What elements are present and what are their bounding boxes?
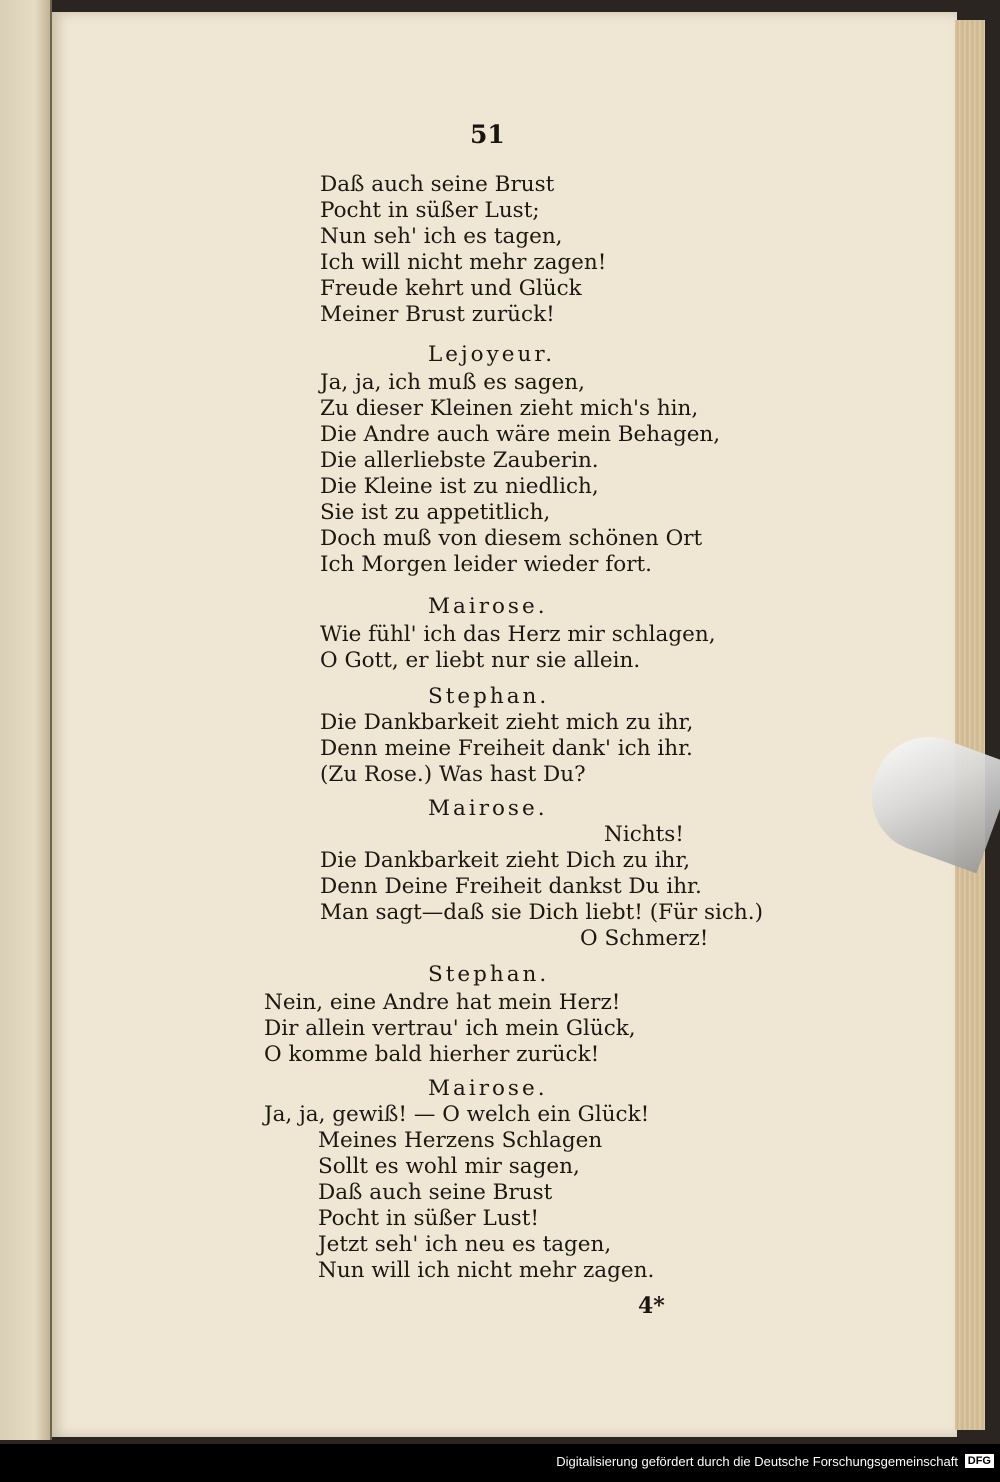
- verse-line: O Gott, er liebt nur sie allein.: [320, 648, 641, 673]
- page-number: 51: [470, 120, 505, 149]
- verse-line: O komme bald hierher zurück!: [264, 1042, 600, 1067]
- dfg-logo: DFG: [965, 1454, 994, 1468]
- verse-line: Sollt es wohl mir sagen,: [318, 1154, 580, 1179]
- verse-line: Denn Deine Freiheit dankst Du ihr.: [320, 874, 702, 899]
- verse-line: Denn meine Freiheit dank' ich ihr.: [320, 736, 693, 761]
- verse-line: Pocht in süßer Lust;: [320, 198, 540, 223]
- verse-line: Die Dankbarkeit zieht mich zu ihr,: [320, 710, 694, 735]
- verse-line: Wie fühl' ich das Herz mir schlagen,: [320, 622, 716, 647]
- verse-line: Die allerliebste Zauberin.: [320, 448, 599, 473]
- signature-mark: 4*: [638, 1293, 665, 1319]
- speaker-name: Mairose.: [428, 796, 548, 821]
- verse-line: Doch muß von diesem schönen Ort: [320, 526, 703, 551]
- speaker-name: Lejoyeur.: [428, 342, 556, 367]
- verse-line: Die Kleine ist zu niedlich,: [320, 474, 599, 499]
- verse-line: Nun seh' ich es tagen,: [320, 224, 563, 249]
- verse-line: Die Dankbarkeit zieht Dich zu ihr,: [320, 848, 691, 873]
- verse-line: Nein, eine Andre hat mein Herz!: [264, 990, 621, 1015]
- verse-line: Meines Herzens Schlagen: [318, 1128, 603, 1153]
- verse-line: Ja, ja, ich muß es sagen,: [320, 370, 585, 395]
- verse-line: (Zu Rose.) Was hast Du?: [320, 762, 586, 787]
- speaker-name: Mairose.: [428, 1076, 548, 1101]
- verse-line: Die Andre auch wäre mein Behagen,: [320, 422, 721, 447]
- verse-line: Man sagt—daß sie Dich liebt! (Für sich.): [320, 900, 763, 925]
- verse-line: Sie ist zu appetitlich,: [320, 500, 551, 525]
- verse-line: Ich will nicht mehr zagen!: [320, 250, 607, 275]
- digitization-footer: [0, 1444, 1000, 1482]
- funding-credit: Digitalisierung gefördert durch die Deutsche Forschungsgemeinschaft: [556, 1454, 958, 1469]
- verse-line: Meiner Brust zurück!: [320, 302, 555, 327]
- speaker-name: Stephan.: [428, 684, 550, 709]
- verse-line: Dir allein vertrau' ich mein Glück,: [264, 1016, 636, 1041]
- verse-line: Freude kehrt und Glück: [320, 276, 582, 301]
- verse-line: Nichts!: [604, 822, 684, 847]
- page-stack-edge: [955, 20, 985, 1430]
- facing-page-edge: [0, 0, 52, 1440]
- verse-line: Jetzt seh' ich neu es tagen,: [318, 1232, 612, 1257]
- verse-line: Zu dieser Kleinen zieht mich's hin,: [320, 396, 699, 421]
- verse-line: Daß auch seine Brust: [318, 1180, 553, 1205]
- verse-line: Pocht in süßer Lust!: [318, 1206, 539, 1231]
- speaker-name: Mairose.: [428, 594, 548, 619]
- verse-line: Nun will ich nicht mehr zagen.: [318, 1258, 655, 1283]
- verse-line: Ich Morgen leider wieder fort.: [320, 552, 652, 577]
- speaker-name: Stephan.: [428, 962, 550, 987]
- verse-line: Daß auch seine Brust: [320, 172, 555, 197]
- verse-line: O Schmerz!: [580, 926, 709, 951]
- verse-line: Ja, ja, gewiß! — O welch ein Glück!: [264, 1102, 650, 1127]
